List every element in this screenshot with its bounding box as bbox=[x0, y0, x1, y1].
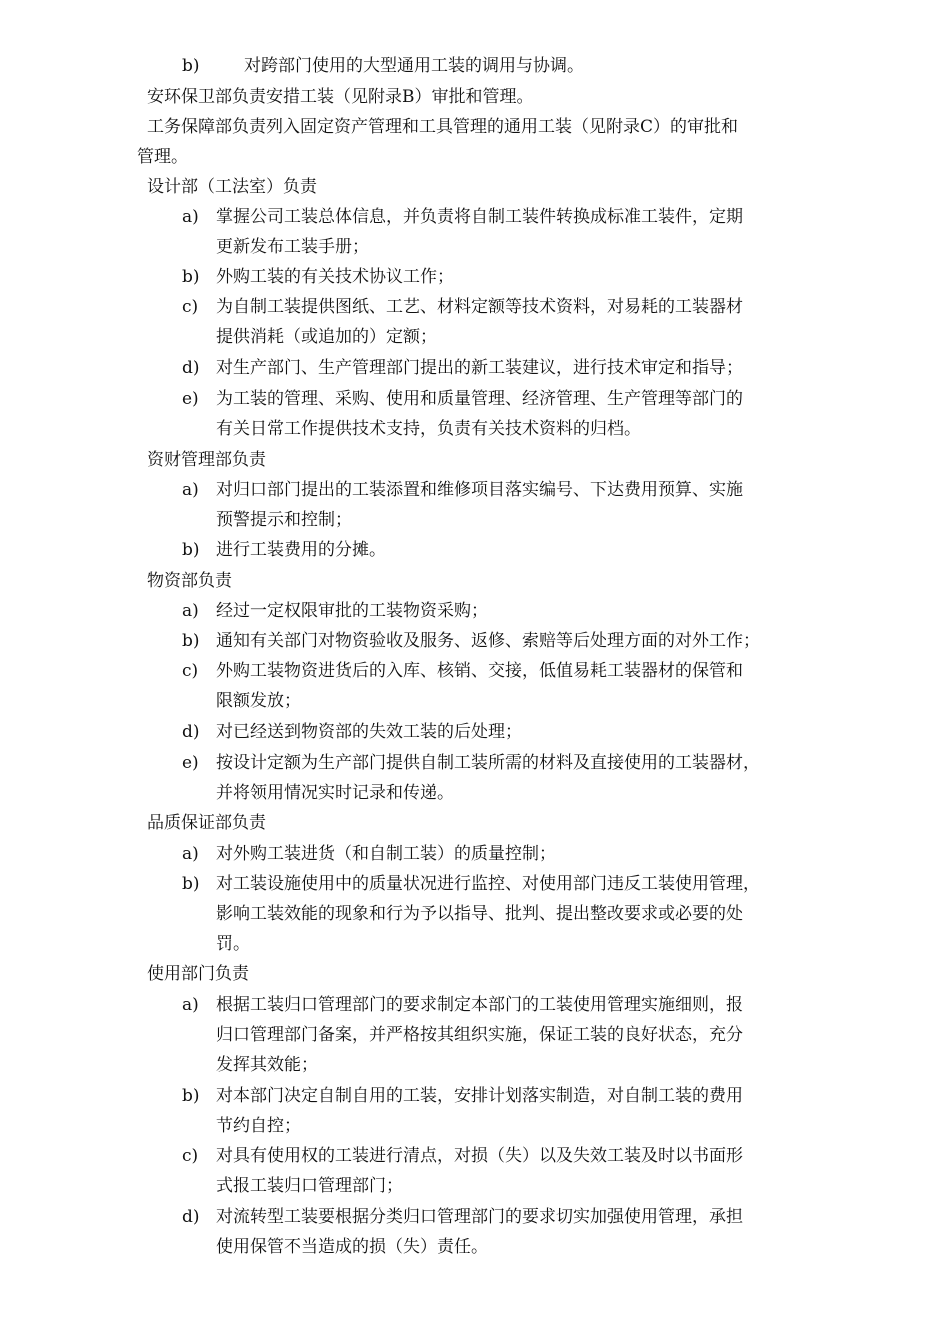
list-marker: a) bbox=[182, 207, 199, 227]
list-marker: e) bbox=[182, 753, 199, 773]
list-marker: b) bbox=[182, 56, 200, 76]
list-item-text: 归口管理部门备案，并严格按其组织实施，保证工装的良好状态，充分 bbox=[216, 1025, 743, 1045]
list-item-text: 对工装设施使用中的质量状况进行监控、对使用部门违反工装使用管理， bbox=[216, 874, 760, 894]
paragraph-safety: 安环保卫部负责安措工装（见附录B）审批和管理。 bbox=[147, 87, 534, 107]
list-item-text: 为自制工装提供图纸、工艺、材料定额等技术资料，对易耗的工装器材 bbox=[216, 297, 743, 317]
list-item-text: 掌握公司工装总体信息，并负责将自制工装件转换成标准工装件，定期 bbox=[216, 207, 743, 227]
section-heading-materials: 物资部负责 bbox=[147, 571, 232, 591]
list-item-text: 并将领用情况实时记录和传递。 bbox=[216, 783, 454, 803]
list-marker: b) bbox=[182, 540, 200, 560]
list-item-text: 对本部门决定自制自用的工装，安排计划落实制造，对自制工装的费用 bbox=[216, 1086, 743, 1106]
list-marker: b) bbox=[182, 1086, 200, 1106]
list-item-text: 为工装的管理、采购、使用和质量管理、经济管理、生产管理等部门的 bbox=[216, 389, 743, 409]
list-item-text: 更新发布工装手册； bbox=[216, 237, 369, 257]
list-marker: c) bbox=[182, 661, 199, 681]
list-marker: a) bbox=[182, 844, 199, 864]
list-item-text: 提供消耗（或追加的）定额； bbox=[216, 327, 437, 347]
list-item-text: 对生产部门、生产管理部门提出的新工装建议，进行技术审定和指导； bbox=[216, 358, 743, 378]
list-marker: d) bbox=[182, 722, 200, 742]
list-marker: b) bbox=[182, 267, 200, 287]
list-item-text: 对流转型工装要根据分类归口管理部门的要求切实加强使用管理，承担 bbox=[216, 1207, 743, 1227]
list-marker: c) bbox=[182, 297, 199, 317]
list-item-text: 对外购工装进货（和自制工装）的质量控制； bbox=[216, 844, 556, 864]
list-item-text: 发挥其效能； bbox=[216, 1055, 318, 1075]
list-item-text: 外购工装物资进货后的入库、核销、交接，低值易耗工装器材的保管和 bbox=[216, 661, 743, 681]
section-heading-quality: 品质保证部负责 bbox=[147, 813, 266, 833]
list-item-text: 对跨部门使用的大型通用工装的调用与协调。 bbox=[244, 56, 584, 76]
list-item-text: 根据工装归口管理部门的要求制定本部门的工装使用管理实施细则，报 bbox=[216, 995, 743, 1015]
list-marker: a) bbox=[182, 480, 199, 500]
list-item-text: 对归口部门提出的工装添置和维修项目落实编号、下达费用预算、实施 bbox=[216, 480, 743, 500]
list-item-text: 式报工装归口管理部门； bbox=[216, 1176, 403, 1196]
list-item-text: 通知有关部门对物资验收及服务、返修、索赔等后处理方面的对外工作； bbox=[216, 631, 760, 651]
list-item-text: 进行工装费用的分摊。 bbox=[216, 540, 386, 560]
list-item-text: 外购工装的有关技术协议工作； bbox=[216, 267, 454, 287]
list-item-text: 限额发放； bbox=[216, 691, 301, 711]
section-heading-finance: 资财管理部负责 bbox=[147, 450, 266, 470]
list-marker: b) bbox=[182, 874, 200, 894]
paragraph-engineering: 管理。 bbox=[137, 147, 188, 167]
section-heading-user-dept: 使用部门负责 bbox=[147, 964, 249, 984]
list-item-text: 按设计定额为生产部门提供自制工装所需的材料及直接使用的工装器材， bbox=[216, 753, 760, 773]
list-marker: e) bbox=[182, 389, 199, 409]
list-marker: a) bbox=[182, 601, 199, 621]
list-item-text: 经过一定权限审批的工装物资采购； bbox=[216, 601, 488, 621]
list-item-text: 对已经送到物资部的失效工装的后处理； bbox=[216, 722, 522, 742]
list-marker: a) bbox=[182, 995, 199, 1015]
list-item-text: 罚。 bbox=[216, 934, 250, 954]
list-marker: c) bbox=[182, 1146, 199, 1166]
list-item-text: 有关日常工作提供技术支持，负责有关技术资料的归档。 bbox=[216, 419, 641, 439]
list-marker: b) bbox=[182, 631, 200, 651]
list-item-text: 对具有使用权的工装进行清点，对损（失）以及失效工装及时以书面形 bbox=[216, 1146, 743, 1166]
list-marker: d) bbox=[182, 358, 200, 378]
list-item-text: 节约自控； bbox=[216, 1116, 301, 1136]
list-item-text: 使用保管不当造成的损（失）责任。 bbox=[216, 1237, 488, 1257]
list-item-text: 影响工装效能的现象和行为予以指导、批判、提出整改要求或必要的处 bbox=[216, 904, 743, 924]
list-marker: d) bbox=[182, 1207, 200, 1227]
section-heading-design: 设计部（工法室）负责 bbox=[147, 177, 317, 197]
paragraph-engineering: 工务保障部负责列入固定资产管理和工具管理的通用工装（见附录C）的审批和 bbox=[147, 117, 739, 137]
list-item-text: 预警提示和控制； bbox=[216, 510, 352, 530]
